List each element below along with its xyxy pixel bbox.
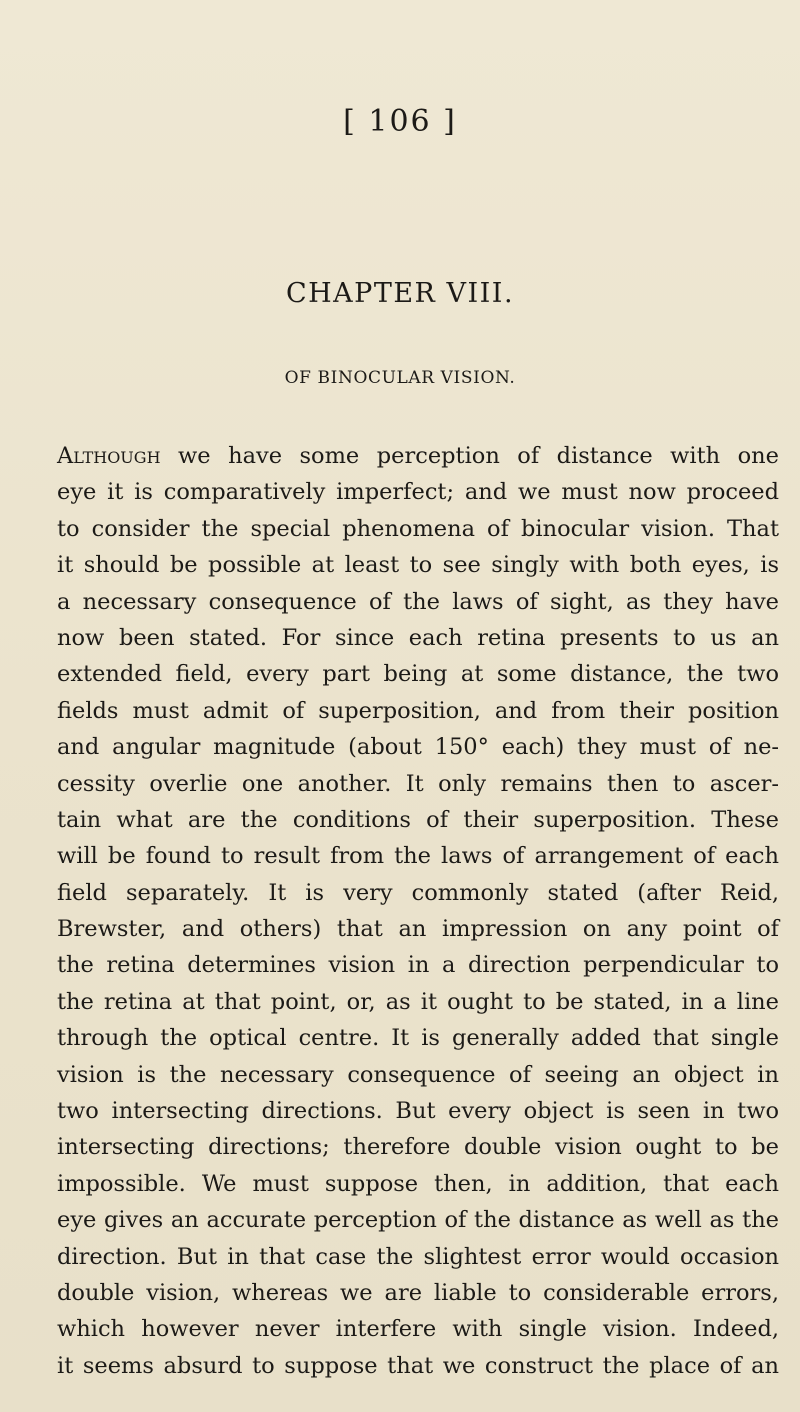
text-line xyxy=(57,438,779,474)
text-line: through the optical centre. It is generally added that single xyxy=(57,1025,779,1052)
text-line: it should be possible at least to see singly with both eyes, is xyxy=(57,552,779,579)
text-line: field separately. It is very commonly stated (after Reid, xyxy=(57,879,779,906)
text-line: and angular magnitude (about 150° each) they must of ne- xyxy=(57,734,779,761)
text-line: will be found to result from the laws of arrangement of each xyxy=(57,843,779,870)
text-line: cessity overlie one another. It only remains then to ascer- xyxy=(57,770,779,797)
section-title: OF BINOCULAR VISION. xyxy=(284,368,516,388)
text-line: eye gives an accurate perception of the distance as well as the xyxy=(57,1207,779,1234)
text-line: vision is the necessary consequence of seeing an object in xyxy=(57,1061,779,1088)
text-line: impossible. We must suppose then, in addition, that each xyxy=(57,1170,779,1197)
text-line: which however never interfere with single vision. Indeed, xyxy=(57,1316,779,1343)
text-line: it seems absurd to suppose that we construct the place of an xyxy=(57,1352,779,1379)
text-line: eye it is comparatively imperfect; and we must now proceed xyxy=(57,479,779,506)
text-line: a necessary consequence of the laws of sight, as they have xyxy=(57,588,779,615)
chapter-title: CHAPTER VIII. xyxy=(285,278,515,309)
text-line: Brewster, and others) that an impression on any point of xyxy=(57,916,779,943)
text-line: double vision, whereas we are liable to considerable errors, xyxy=(57,1279,779,1306)
text-line: now been stated. For since each retina presents to us an xyxy=(57,624,779,651)
body-paragraph xyxy=(57,438,779,1384)
text-line-rest: we have some perception of distance with one xyxy=(160,443,779,469)
text-line: direction. But in that case the slightest error would occasion xyxy=(57,1243,779,1270)
text-line: extended field, every part being at some distance, the two xyxy=(57,661,779,688)
page-number: [ 106 ] xyxy=(343,104,457,139)
text-line: the retina determines vision in a direction perpendicular to xyxy=(57,952,779,979)
text-line: two intersecting directions. But every object is seen in two xyxy=(57,1098,779,1125)
text-line: tain what are the conditions of their superposition. These xyxy=(57,806,779,833)
text-line: to consider the special phenomena of binocular vision. That xyxy=(57,515,779,542)
text-line: fields must admit of superposition, and from their position xyxy=(57,697,779,724)
opening-word: Although xyxy=(57,443,161,469)
text-line: the retina at that point, or, as it ought to be stated, in a line xyxy=(57,988,779,1015)
text-line: intersecting directions; therefore double vision ought to be xyxy=(57,1134,779,1161)
